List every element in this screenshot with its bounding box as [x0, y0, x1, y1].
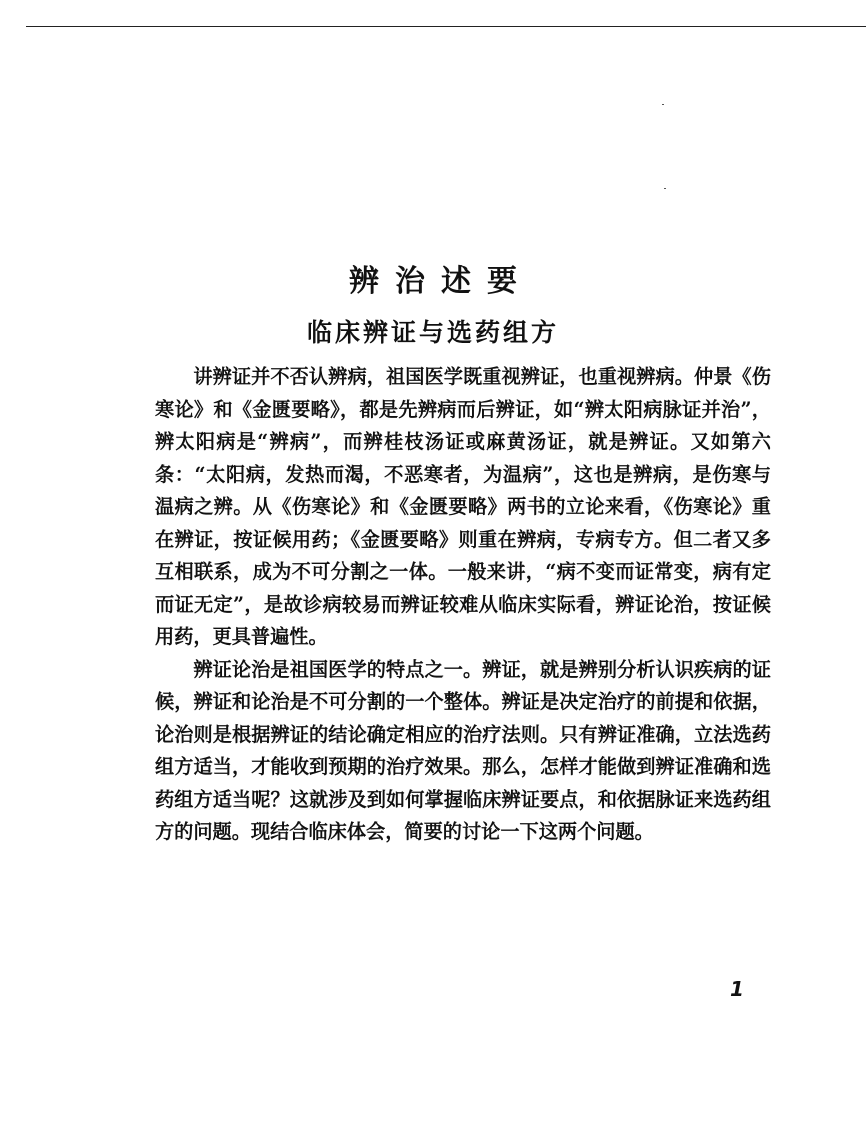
paragraph: 讲辨证并不否认辨病，祖国医学既重视辨证，也重视辨病。仲景《伤寒论》和《金匮要略》，都是先辨病而后辨证，如“辨太阳病脉证并治”，辨太阳病是“辨病”，而辨桂枝汤证或麻黄汤证，就是辨证。又如第六条：“太阳病，发热而渴，不恶寒者，为温病”，这也是辨病，是伤寒与温病之辨。从《伤寒论》和《金匮要略》两书的立论来看，《伤寒论》重在辨证，按证候用药；《金匮要略》则重在辨病，专病专方。但二者又多互相联系，成为不可分割之一体。一般来讲，“病不变而证常变，病有定而证无定”，是故诊病较易而辨证较难从临床实际看，辨证论治，按证候用药，更具普遍性。 [155, 365, 771, 648]
page-number: 1 [730, 977, 744, 1001]
header-rule [26, 26, 866, 27]
body-text [155, 361, 771, 849]
scan-speck [664, 188, 666, 189]
chapter-title: 辨治述要 [349, 264, 533, 300]
paragraph: 辨证论治是祖国医学的特点之一。辨证，就是辨别分析认识疾病的证候，辨证和论治是不可分割的一个整体。辨证是决定治疗的前提和依据，论治则是根据辨证的结论确定相应的治疗法则。只有辨证准确，立法选药组方适当，才能收到预期的治疗效果。那么，怎样才能做到辨证准确和选药组方适当呢？这就涉及到如何掌握临床辨证要点，和依据脉证来选药组方的问题。现结合临床体会，简要的讨论一下这两个问题。 [155, 657, 771, 843]
section-subtitle: 临床辨证与选药组方 [306, 317, 559, 347]
scan-speck [662, 104, 664, 105]
